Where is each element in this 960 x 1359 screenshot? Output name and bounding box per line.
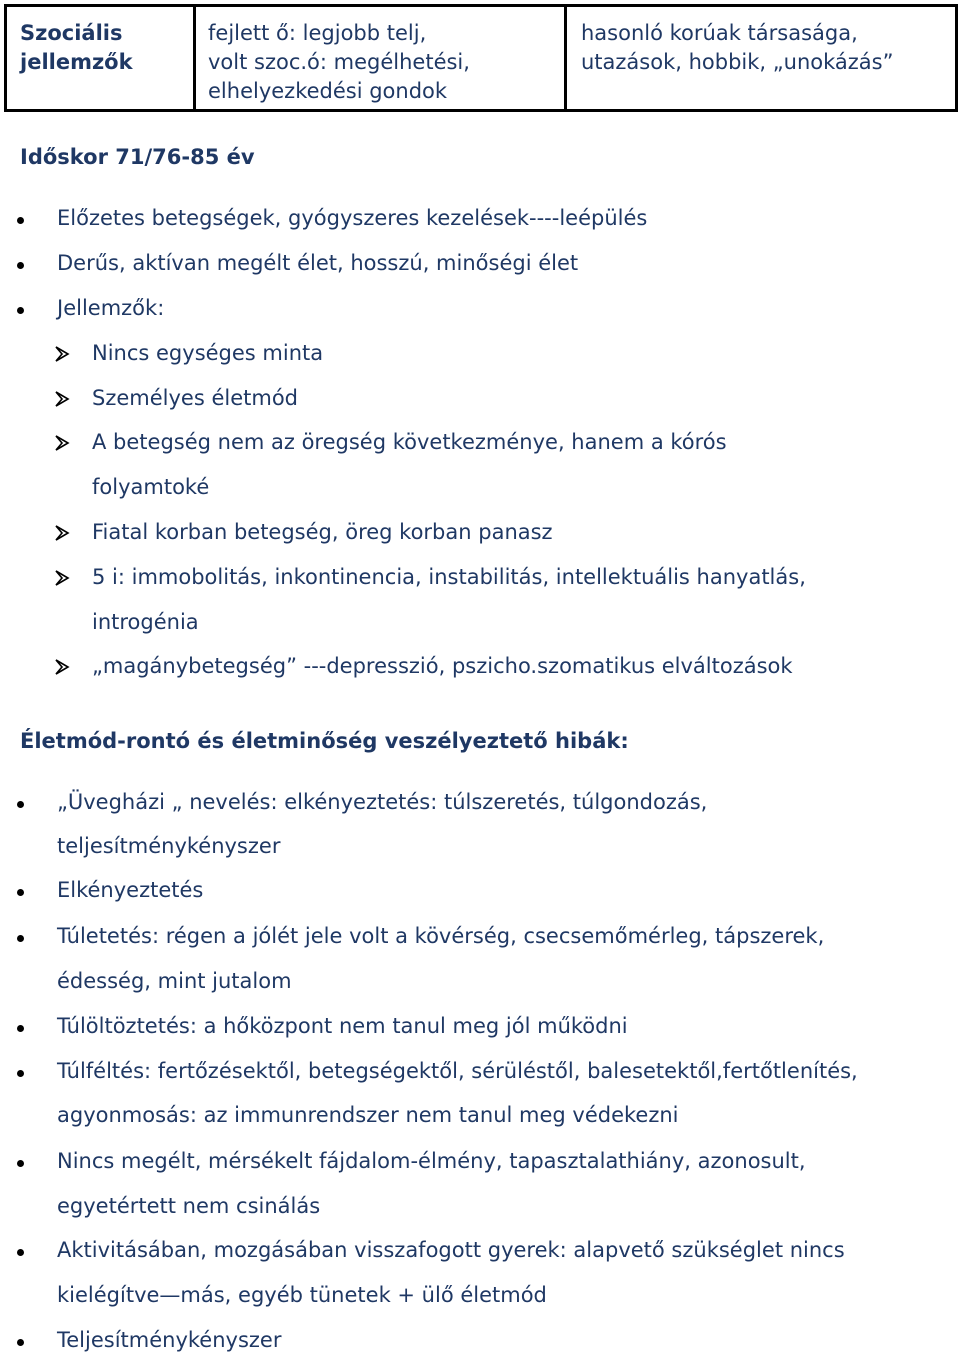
sub-item-continuation: introgénia [92,610,199,634]
bullet-item: Előzetes betegségek, gyógyszeres kezelések----leépülés [57,206,648,230]
bullet-item: „Üvegházi „ nevelés: elkényeztetés: túlszeretés, túlgondozás, [57,790,708,814]
bullet-item: Túlféltés: fertőzésektől, betegségektől, sérüléstől, balesetektől,fertőtlenítés, [57,1059,858,1083]
section-heading-lifestyle-errors: Életmód-rontó és életminőség veszélyeztető hibák: [20,729,629,753]
sub-item: 5 i: immobolitás, inkontinencia, instabilitás, intellektuális hanyatlás, [92,565,806,589]
table-cell-line: fejlett ő: legjobb telj, [208,21,427,45]
bullet-item-continuation: teljesítménykényszer [57,834,281,858]
arrow-bullet-icon [53,384,71,413]
bullet-item: Túlöltöztetés: a hőközpont nem tanul meg jól működni [57,1014,628,1038]
bullet-dot-icon [0,294,40,323]
sub-item-continuation: folyamtoké [92,475,210,499]
sub-item: „magánybetegség” ---depresszió, pszicho.szomatikus elváltozások [92,654,793,678]
table-cell-line: jellemzők [20,50,133,74]
table-cell-middle [196,7,567,109]
table-cell-right [567,7,955,109]
table-cell-line: Szociális [20,21,123,45]
table-cell-line: volt szoc.ó: megélhetési, [208,50,470,74]
bullet-item: Aktivitásában, mozgásában visszafogott gyerek: alapvető szükséglet nincs [57,1238,845,1262]
bullet-item-continuation: kielégítve—más, egyéb tünetek + ülő életmód [57,1283,547,1307]
bullet-dot-icon [0,876,40,905]
characteristics-table [4,4,958,112]
bullet-item: Nincs megélt, mérsékelt fájdalom-élmény, tapasztalathiány, azonosult, [57,1149,806,1173]
arrow-bullet-icon [53,652,71,681]
arrow-bullet-icon [53,339,71,368]
bullet-dot-icon [0,1326,40,1355]
sub-item: A betegség nem az öregség következménye, hanem a kórós [92,430,727,454]
arrow-bullet-icon [53,563,71,592]
bullet-dot-icon [0,1057,40,1086]
sub-item: Nincs egységes minta [92,341,324,365]
bullet-dot-icon [0,1012,40,1041]
bullet-dot-icon [0,922,40,951]
bullet-dot-icon [0,1147,40,1176]
bullet-item: Elkényeztetés [57,878,204,902]
bullet-dot-icon [0,788,40,817]
section-heading-old-age: Időskor 71/76-85 év [20,145,255,169]
arrow-bullet-icon [53,518,71,547]
table-cell-label [7,7,196,109]
bullet-item-continuation: édesség, mint jutalom [57,969,292,993]
sub-item: Fiatal korban betegség, öreg korban panasz [92,520,553,544]
bullet-item: Jellemzők: [57,296,165,320]
bullet-item: Teljesítménykényszer [57,1328,282,1352]
table-cell-line: utazások, hobbik, „unokázás” [581,50,894,74]
arrow-bullet-icon [53,428,71,457]
bullet-item-continuation: egyetértett nem csinálás [57,1194,321,1218]
bullet-dot-icon [0,249,40,278]
table-cell-line: elhelyezkedési gondok [208,79,448,103]
sub-item: Személyes életmód [92,386,298,410]
bullet-item: Derűs, aktívan megélt élet, hosszú, minőségi élet [57,251,579,275]
bullet-dot-icon [0,1236,40,1265]
bullet-item: Túletetés: régen a jólét jele volt a kövérség, csecsemőmérleg, tápszerek, [57,924,825,948]
bullet-dot-icon [0,204,40,233]
bullet-item-continuation: agyonmosás: az immunrendszer nem tanul meg védekezni [57,1103,679,1127]
table-cell-line: hasonló korúak társasága, [581,21,858,45]
